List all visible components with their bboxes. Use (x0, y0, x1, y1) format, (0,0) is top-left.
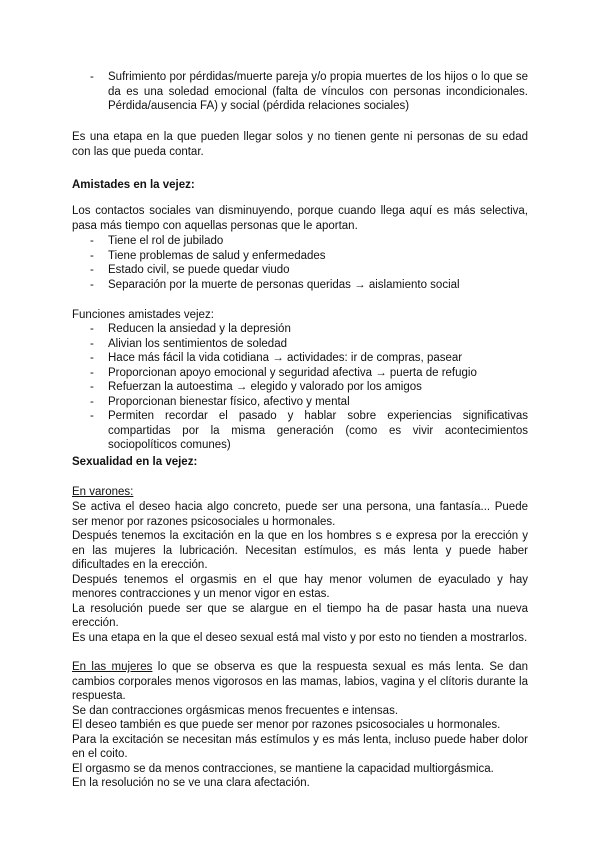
paragraph-line: Para la excitación se necesitan más estímulos y es más lenta, incluso puede haber dolor en el coito. (72, 733, 528, 760)
paragraph-line: Se dan contracciones orgásmicas menos frecuentes e intensas. (72, 704, 399, 717)
amistades-causes-list (72, 234, 528, 292)
list-item: - Tiene el rol de jubilado (72, 234, 528, 249)
list-item: - Sufrimiento por pérdidas/muerte pareja y/o propia muertes de los hijos o lo que se da es una soledad emocional (falta de vínculos con personas incondicionales. Pérdida/ausencia FA) y social (pérdida relaciones sociales) (72, 70, 528, 114)
amistades-functions-list (72, 322, 528, 453)
list-item: - Proporcionan apoyo emocional y seguridad afectiva → puerta de refugio (72, 366, 528, 381)
intro-list (72, 70, 528, 114)
list-item: - Estado civil, se puede quedar viudo (72, 263, 528, 278)
amistades-intro: Los contactos sociales van disminuyendo, porque cuando llega aquí es más selectiva, pasa más tiempo con aquellas personas que le aportan. (72, 205, 528, 232)
paragraph-line: El orgasmo se da menos contracciones, se mantiene la capacidad multiorgásmica. (72, 762, 494, 775)
list-item: - Alivian los sentimientos de soledad (72, 337, 528, 352)
varones-block (72, 500, 528, 631)
list-item: - Proporcionan bienestar físico, afectivo y mental (72, 395, 528, 410)
list-item: - Refuerzan la autoestima → elegido y valorado por los amigos (72, 380, 528, 395)
paragraph-line: Después tenemos la excitación en la que en los hombres s e expresa por la erección y en las mujeres la lubricación. Necesitan estímulos, es más lenta y puede haber dificultades en la erección. (72, 530, 528, 571)
paragraph-line: En la resolución no se ve una clara afectación. (72, 777, 310, 789)
paragraph-line: Se activa el deseo hacia algo concreto, puede ser una persona, una fantasía... Puede ser menor por razones psicosociales u hormonales. (72, 501, 528, 528)
paragraph-line: Después tenemos el orgasmis en el que hay menor volumen de eyaculado y hay menores contracciones y un menor vigor en estas. (72, 573, 528, 600)
list-item: - Hace más fácil la vida cotidiana → actividades: ir de compras, pasear (72, 351, 528, 366)
etapa-paragraph: Es una etapa en la que el deseo sexual está mal visto y por esto no tienden a mostrarlos. (72, 632, 528, 644)
mujeres-label: En las mujeres (72, 661, 153, 673)
paragraph-line (72, 660, 528, 704)
section-heading-sexualidad: Sexualidad en la vejez: (72, 456, 198, 468)
list-item: - Permiten recordar el pasado y hablar sobre experiencias significativas compartidas por la misma generación (como es vivir acontecimientos sociopolíticos comunes) (72, 409, 528, 453)
list-item: - Reducen la ansiedad y la depresión (72, 322, 528, 337)
mujeres-first-text: lo que se observa es que la respuesta sexual es más lenta. Se dan cambios corporales menos vigorosos en las mamas, labios, vagina y el clítoris durante la respuesta. (72, 661, 528, 702)
paragraph-line: El deseo también es que puede ser menor por razones psicosociales u hormonales. (72, 719, 501, 731)
mujeres-block (72, 660, 528, 791)
paragraph-line: La resolución puede ser que se alargue en el tiempo ha de pasar hasta una nueva erección. (72, 602, 528, 629)
list-item: - Separación por la muerte de personas queridas → aislamiento social (72, 278, 528, 293)
varones-label: En varones: (72, 486, 134, 498)
intro-paragraph: Es una etapa en la que pueden llegar solos y no tienen gente ni personas de su edad con las que pueda contar. (72, 131, 528, 158)
functions-label: Funciones amistades vejez: (72, 309, 214, 321)
section-heading-amistades: Amistades en la vejez: (72, 179, 195, 191)
list-item: - Tiene problemas de salud y enfermedades (72, 249, 528, 264)
